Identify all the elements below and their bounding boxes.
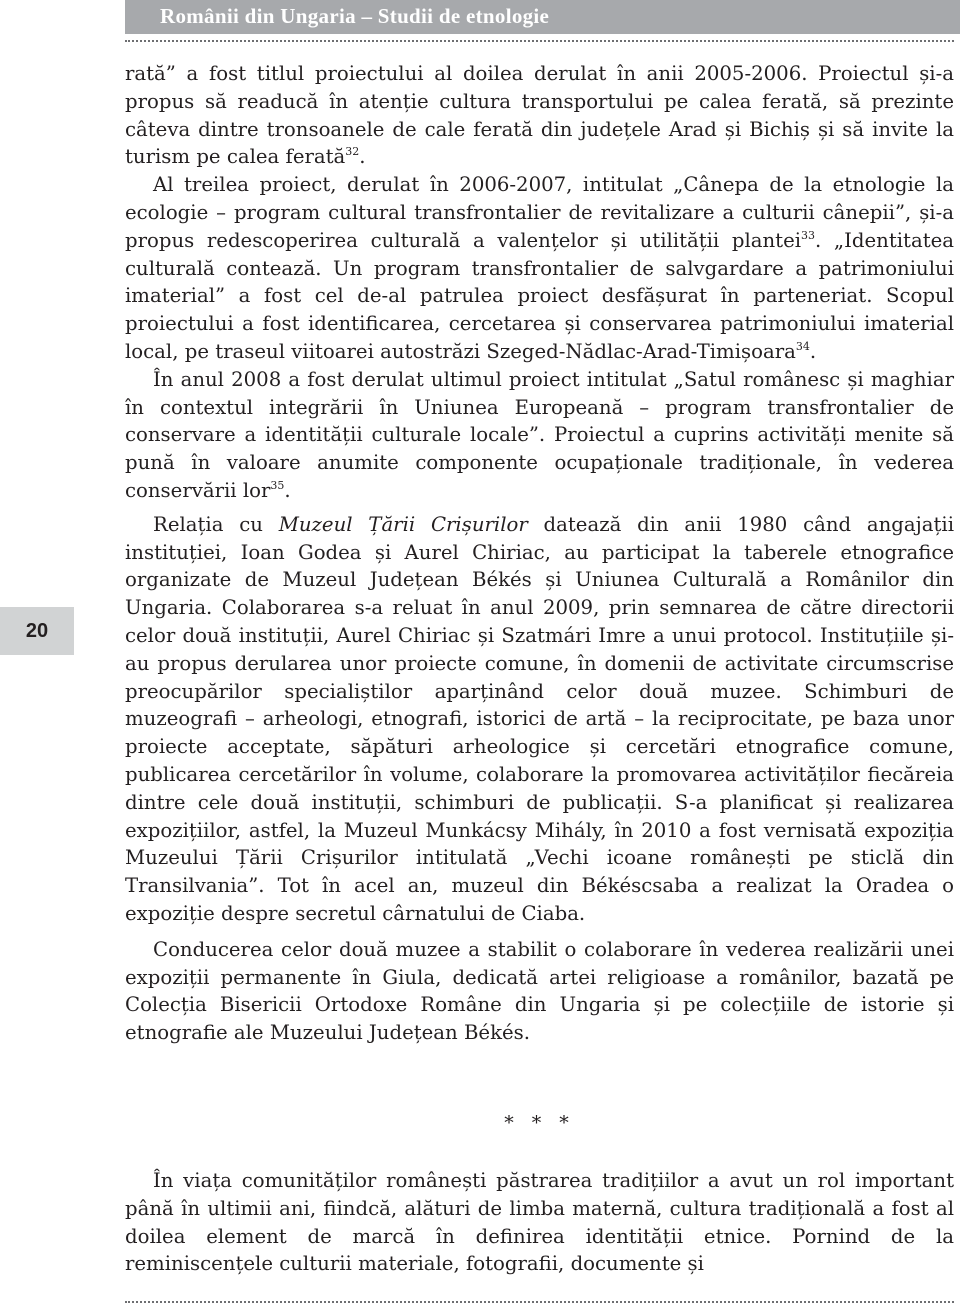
section-separator: * * * xyxy=(504,1112,575,1134)
paragraph-4 xyxy=(125,511,954,928)
paragraph-2-text: Al treilea proiect, derulat în 2006-2007, intitulat „Cânepa de la etnologie la ecologie – program cultural transfrontalier de revitalizare a culturii cânepii”, și-a propus redescoperirea culturală a valențelor și utilității plantei xyxy=(125,173,954,252)
paragraph-2 xyxy=(125,171,954,366)
closing-text xyxy=(125,1167,954,1278)
body-text xyxy=(125,60,954,1047)
paragraph-4-pre: Relația cu xyxy=(153,512,279,536)
paragraph-4-text: datează din anii 1980 când angajații instituției, Ioan Godea și Aurel Chiriac, au participat la taberele etnografice organizate de Muzeul Județean Békés și Uniunea Culturală a Românilor din Ungaria. Colaborarea s-a reluat în anul 2009, prin semnarea de către directorii celor două instituții, Aurel Chiriac și Szatmári Imre a unui protocol. Instituțiile și-au propus derularea unor proiecte comune, în domenii de activitate circumscrise preocupărilor specialiștilor aparținând celor două muzee. Schimburi de muzeografi – arheologi, etnografi, istorici de artă – la reciprocitate, pe baza unor proiecte acceptate, săpături arheologice și cercetări etnografice comune, publicarea cercetărilor în volume, colaborare la promovarea activităților fiecăreia dintre cele două instituții, schimburi de publicații. S-a planificat și realizarea expozițiilor, astfel, la Muzeul Munkácsy Mihály, în 2010 a fost vernisată expoziția Muzeului Țării Crișurilor intitulată „Vechi icoane românești pe sticlă din Transilvania”. Tot în acel an, muzeul din Békéscsaba a realizat la Oradea o expoziție despre secretul cârnatului de Ciaba. xyxy=(125,512,954,925)
paragraph-6: În viața comunităților românești păstrarea tradițiilor a avut un rol important până în ultimii ani, fiindcă, alături de limba maternă, cultura tradițională a fost al doilea element de marcă în definirea identității etnice. Pornind de la reminiscențele culturii materiale, fotografii, documente și xyxy=(125,1169,954,1276)
paragraph-3 xyxy=(125,366,954,505)
paragraph-1-text: rată” a fost titlul proiectului al doilea derulat în anii 2005-2006. Proiectul și-a propus să readucă în atenție cultura transportului pe calea ferată, să prezinte câteva dintre tronsoanele de cale ferată din județele Arad și Bichiș și să invite la turism pe calea ferată xyxy=(125,62,954,169)
paragraph-1 xyxy=(125,60,954,171)
paragraph-3-tail: . xyxy=(284,478,291,502)
paragraph-5 xyxy=(125,936,954,1047)
paragraph-5-text: Conducerea celor două muzee a stabilit o colaborare în vederea realizării unei expoziții permanente în Giula, dedicată artei religioase a românilor, bazată pe Colecția Bisericii Ortodoxe Române din Ungaria și pe colecțiile de istorie și etnografie ale Muzeului Județean Békés. xyxy=(125,937,954,1045)
paragraph-3-text: În anul 2008 a fost derulat ultimul proiect intitulat „Satul românesc și maghiar în contextul integrării în Uniunea Europeană – program transfrontalier de conservare a identității culturale locale”. Proiectul a cuprins activități menite să pună în valoare anumite componente ocupaționale tradiționale, în vederea conservării lor xyxy=(125,367,954,502)
footnote-ref-35: 35 xyxy=(270,478,285,492)
paragraph-2-tail: . „Identitatea culturală contează. Un program transfrontalier de salvgardare a patrimoniului imaterial” a fost cel de-al patrulea proiect desfășurat în parteneriat. Scopul proiectului a fost identificarea, cercetarea și conservarea patrimoniului imaterial local, pe traseul viitoarei autostrăzi Szeged-Nădlac-Arad-Timișoara xyxy=(125,228,954,363)
footnote-ref-33: 33 xyxy=(801,228,816,242)
running-header-title: Românii din Ungaria – Studii de etnologie xyxy=(160,4,550,28)
footer-dotted-rule xyxy=(125,1301,954,1303)
footnote-ref-32: 32 xyxy=(345,145,360,159)
header-dotted-rule xyxy=(125,40,954,42)
page-number: 20 xyxy=(25,620,49,642)
paragraph-2-tail2: . xyxy=(809,339,817,363)
footnote-ref-34: 34 xyxy=(795,339,810,353)
museum-name-italic: Muzeul Țării Crișurilor xyxy=(278,512,528,536)
paragraph-1-tail: . xyxy=(359,145,366,169)
